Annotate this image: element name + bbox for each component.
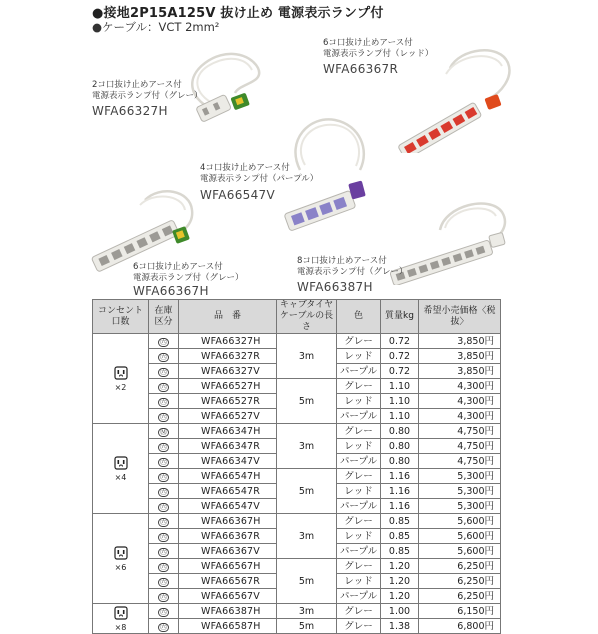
table-row <box>93 604 501 619</box>
model-cell: WFA66547H <box>179 469 277 484</box>
stock-category-mark: ㊅ <box>160 502 167 511</box>
price-cell: 5,600円 <box>419 514 501 529</box>
stock-category-mark: ㊅ <box>160 577 167 586</box>
cable-length-cell: 5m <box>277 469 337 514</box>
stock-category-cell <box>149 589 179 604</box>
color-cell: パープル <box>337 499 381 514</box>
color-cell: パープル <box>337 454 381 469</box>
outlet-multiplier: ×6 <box>114 562 127 572</box>
stock-category-cell <box>149 499 179 514</box>
table-row <box>93 619 501 634</box>
model-cell: WFA66387H <box>179 604 277 619</box>
outlet-count-cell <box>93 604 149 634</box>
color-cell: グレー <box>337 379 381 394</box>
table-row <box>93 379 501 394</box>
mass-cell: 0.72 <box>381 364 419 379</box>
outlet-multiplier: ×4 <box>114 472 127 482</box>
stock-category-mark: ㊅ <box>160 382 167 391</box>
table-row <box>93 559 501 574</box>
product-model: WFA66547V <box>200 188 275 202</box>
outlet-icon <box>114 606 128 620</box>
model-cell: WFA66587H <box>179 619 277 634</box>
mass-cell: 1.16 <box>381 469 419 484</box>
cable-spec: ●ケーブル：VCT 2mm² <box>92 20 220 34</box>
stock-category-cell <box>149 349 179 364</box>
stock-category-cell <box>149 439 179 454</box>
model-cell: WFA66367H <box>179 514 277 529</box>
mass-cell: 0.80 <box>381 454 419 469</box>
color-cell: グレー <box>337 619 381 634</box>
product-label: 4コ口抜け止めアース付 電源表示ランプ付（パープル） <box>200 163 319 184</box>
model-cell: WFA66527R <box>179 394 277 409</box>
spec-table <box>92 299 501 634</box>
price-cell: 4,750円 <box>419 439 501 454</box>
model-cell: WFA66347H <box>179 424 277 439</box>
mass-cell: 0.85 <box>381 529 419 544</box>
stock-category-mark: ㊅ <box>160 517 167 526</box>
model-cell: WFA66567H <box>179 559 277 574</box>
color-cell: レッド <box>337 484 381 499</box>
price-cell: 5,300円 <box>419 499 501 514</box>
stock-category-mark: ㊅ <box>160 547 167 556</box>
price-cell: 6,250円 <box>419 574 501 589</box>
color-cell: グレー <box>337 604 381 619</box>
product-model: WFA66387H <box>297 280 373 294</box>
stock-category-cell <box>149 379 179 394</box>
table-row <box>93 424 501 439</box>
header-cable-length: キャブタイヤケーブルの長さ <box>277 300 337 334</box>
model-cell: WFA66527H <box>179 379 277 394</box>
color-cell: レッド <box>337 349 381 364</box>
model-cell: WFA66567V <box>179 589 277 604</box>
stock-category-mark: ㊅ <box>160 622 167 631</box>
model-cell: WFA66347V <box>179 454 277 469</box>
price-cell: 4,300円 <box>419 409 501 424</box>
price-cell: 4,300円 <box>419 379 501 394</box>
mass-cell: 0.85 <box>381 544 419 559</box>
stock-category-cell <box>149 559 179 574</box>
model-cell: WFA66347R <box>179 439 277 454</box>
price-cell: 6,800円 <box>419 619 501 634</box>
outlet-count-cell <box>93 334 149 424</box>
stock-category-cell <box>149 409 179 424</box>
price-cell: 3,850円 <box>419 364 501 379</box>
stock-category-cell <box>149 424 179 439</box>
stock-category-cell <box>149 619 179 634</box>
color-cell: グレー <box>337 424 381 439</box>
stock-category-cell <box>149 484 179 499</box>
stock-category-cell <box>149 574 179 589</box>
color-cell: レッド <box>337 574 381 589</box>
product-label: 6コ口抜け止めアース付 電源表示ランプ付（レッド） <box>323 38 434 59</box>
mass-cell: 0.85 <box>381 514 419 529</box>
product-label: 2コ口抜け止めアース付 電源表示ランプ付（グレー） <box>92 80 203 101</box>
product-image <box>90 180 200 275</box>
stock-category-cell <box>149 454 179 469</box>
product-model: WFA66327H <box>92 104 168 118</box>
price-cell: 5,600円 <box>419 544 501 559</box>
color-cell: グレー <box>337 469 381 484</box>
price-cell: 5,300円 <box>419 484 501 499</box>
color-cell: パープル <box>337 364 381 379</box>
stock-category-cell <box>149 604 179 619</box>
price-cell: 3,850円 <box>419 334 501 349</box>
model-cell: WFA66527V <box>179 409 277 424</box>
stock-category-mark: ㊅ <box>160 352 167 361</box>
outlet-icon <box>114 456 128 470</box>
outlet-icon <box>114 546 128 560</box>
stock-category-cell <box>149 529 179 544</box>
outlet-multiplier: ×2 <box>114 382 127 392</box>
stock-category-mark: ㊅ <box>160 442 167 451</box>
outlet-count-cell <box>93 424 149 514</box>
color-cell: グレー <box>337 334 381 349</box>
mass-cell: 1.38 <box>381 619 419 634</box>
cable-length-cell: 3m <box>277 604 337 619</box>
stock-category-mark: ㊅ <box>160 457 167 466</box>
stock-category-cell <box>149 334 179 349</box>
stock-category-cell <box>149 544 179 559</box>
stock-category-mark: ㊅ <box>160 487 167 496</box>
color-cell: グレー <box>337 514 381 529</box>
stock-category-mark: ㊅ <box>160 562 167 571</box>
model-cell: WFA66327R <box>179 349 277 364</box>
cable-length-cell: 5m <box>277 379 337 424</box>
table-row <box>93 514 501 529</box>
product-image <box>390 190 515 285</box>
mass-cell: 1.10 <box>381 379 419 394</box>
stock-category-mark: ㊅ <box>160 337 167 346</box>
mass-cell: 1.20 <box>381 559 419 574</box>
model-cell: WFA66567R <box>179 574 277 589</box>
price-cell: 4,750円 <box>419 424 501 439</box>
stock-category-cell <box>149 394 179 409</box>
stock-category-mark: ㊅ <box>160 607 167 616</box>
product-label: 6コ口抜け止めアース付 電源表示ランプ付（グレー） <box>133 262 244 283</box>
header-mass: 質量kg <box>381 300 419 334</box>
mass-cell: 1.10 <box>381 394 419 409</box>
color-cell: パープル <box>337 589 381 604</box>
color-cell: レッド <box>337 394 381 409</box>
price-cell: 4,750円 <box>419 454 501 469</box>
outlet-multiplier: ×8 <box>114 622 127 632</box>
color-cell: パープル <box>337 409 381 424</box>
mass-cell: 0.72 <box>381 349 419 364</box>
mass-cell: 1.20 <box>381 589 419 604</box>
table-body <box>93 334 501 634</box>
price-cell: 4,300円 <box>419 394 501 409</box>
price-cell: 5,300円 <box>419 469 501 484</box>
header-color: 色 <box>337 300 381 334</box>
model-cell: WFA66547R <box>179 484 277 499</box>
stock-category-mark: ㊅ <box>160 592 167 601</box>
product-6-outlet-grey <box>90 180 200 275</box>
mass-cell: 1.16 <box>381 499 419 514</box>
cable-length-cell: 3m <box>277 514 337 559</box>
cable-length-cell: 5m <box>277 559 337 604</box>
outlet-icon <box>114 366 128 380</box>
mass-cell: 1.16 <box>381 484 419 499</box>
price-cell: 3,850円 <box>419 349 501 364</box>
header-price: 希望小売価格〈税抜〉 <box>419 300 501 334</box>
stock-category-mark: ㊅ <box>160 412 167 421</box>
model-cell: WFA66367R <box>179 529 277 544</box>
mass-cell: 0.72 <box>381 334 419 349</box>
header-outlets: コンセント口数 <box>93 300 149 334</box>
price-cell: 5,600円 <box>419 529 501 544</box>
table-header-row <box>93 300 501 334</box>
mass-cell: 1.10 <box>381 409 419 424</box>
color-cell: グレー <box>337 559 381 574</box>
outlet-count-cell <box>93 514 149 604</box>
model-cell: WFA66327H <box>179 334 277 349</box>
stock-category-mark: ㊅ <box>160 397 167 406</box>
mass-cell: 1.00 <box>381 604 419 619</box>
cable-length-cell: 5m <box>277 619 337 634</box>
stock-category-mark: Ⓜ <box>160 427 167 436</box>
product-model: WFA66367R <box>323 62 399 76</box>
product-label: 8コ口抜け止めアース付 電源表示ランプ付（グレー） <box>297 256 408 277</box>
price-cell: 6,250円 <box>419 589 501 604</box>
page-title: ●接地2P15A125V 抜け止め 電源表示ランプ付 <box>92 6 384 21</box>
price-cell: 6,150円 <box>419 604 501 619</box>
mass-cell: 0.80 <box>381 424 419 439</box>
mass-cell: 1.20 <box>381 574 419 589</box>
price-cell: 6,250円 <box>419 559 501 574</box>
cable-length-cell: 3m <box>277 424 337 469</box>
stock-category-cell <box>149 469 179 484</box>
table-row <box>93 334 501 349</box>
stock-category-mark: ㊅ <box>160 367 167 376</box>
stock-category-cell <box>149 364 179 379</box>
cable-length-cell: 3m <box>277 334 337 379</box>
stock-category-mark: ㊅ <box>160 472 167 481</box>
color-cell: パープル <box>337 544 381 559</box>
product-8-outlet-grey <box>390 190 515 285</box>
color-cell: レッド <box>337 529 381 544</box>
header-model: 品 番 <box>179 300 277 334</box>
model-cell: WFA66367V <box>179 544 277 559</box>
model-cell: WFA66327V <box>179 364 277 379</box>
mass-cell: 0.80 <box>381 439 419 454</box>
color-cell: レッド <box>337 439 381 454</box>
stock-category-mark: ㊅ <box>160 532 167 541</box>
product-model: WFA66367H <box>133 284 209 298</box>
stock-category-cell <box>149 514 179 529</box>
header-stock: 在庫区分 <box>149 300 179 334</box>
model-cell: WFA66547V <box>179 499 277 514</box>
table-row <box>93 469 501 484</box>
